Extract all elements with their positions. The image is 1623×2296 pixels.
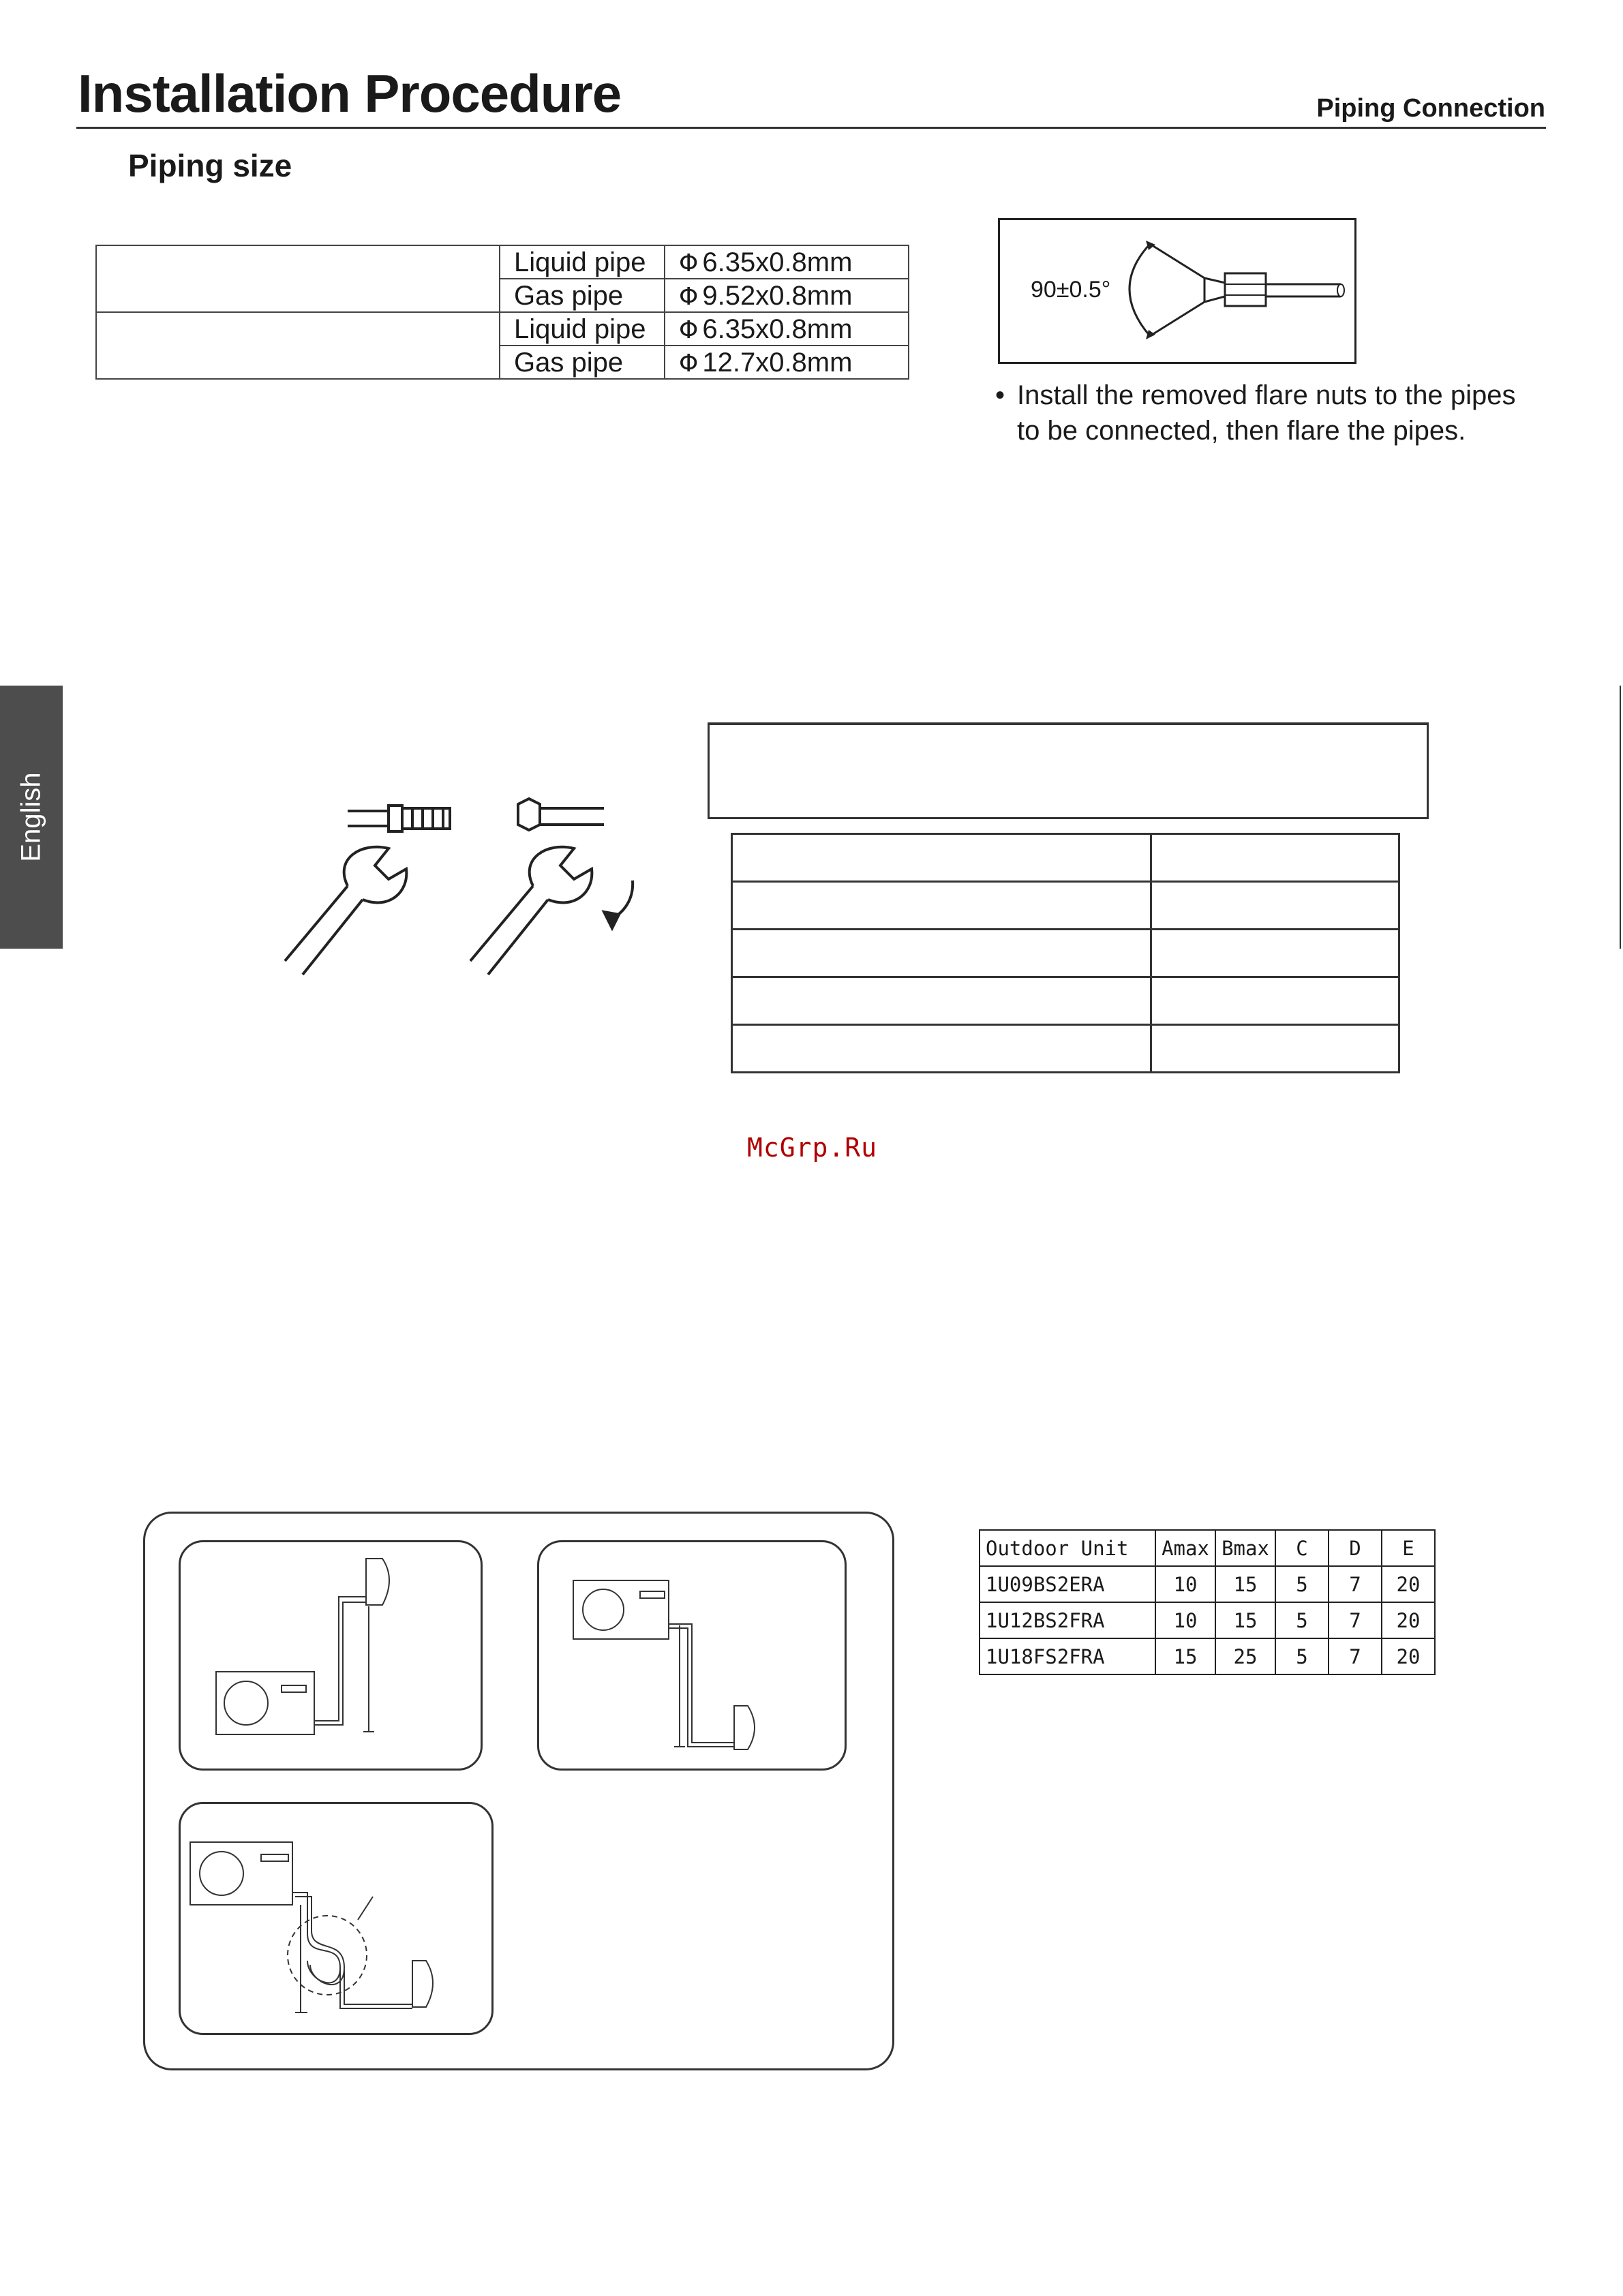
table-cell: 25 xyxy=(1215,1638,1275,1674)
pipe-size-value: 12.7x0.8mm xyxy=(702,347,853,378)
column-header: D xyxy=(1329,1530,1382,1566)
table-cell: 1U09BS2ERA xyxy=(980,1566,1155,1602)
outdoor-unit-table xyxy=(979,1529,1436,1675)
pipe-size xyxy=(665,279,909,312)
outdoor-below-illustration xyxy=(181,1542,481,1769)
page-title: Installation Procedure xyxy=(78,63,622,123)
diameter-symbol: Φ xyxy=(679,316,699,344)
table-cell xyxy=(1151,930,1399,977)
table-cell: 7 xyxy=(1329,1602,1382,1638)
flare-nut-icon xyxy=(518,799,604,830)
table-cell xyxy=(1151,834,1399,882)
wrench-illustration xyxy=(273,784,654,1009)
edge-marker xyxy=(1620,686,1621,949)
table-row xyxy=(732,882,1399,930)
piping-size-heading: Piping size xyxy=(128,148,292,183)
diameter-symbol: Φ xyxy=(679,282,699,311)
table-cell: 15 xyxy=(1215,1602,1275,1638)
outdoor-above-illustration xyxy=(539,1542,845,1769)
table-row xyxy=(732,977,1399,1025)
outdoor-unit-icon xyxy=(573,1580,669,1639)
outdoor-unit-icon xyxy=(216,1672,314,1734)
wrench-icon xyxy=(285,847,406,975)
oil-trap-illustration xyxy=(181,1804,491,2033)
table-cell xyxy=(732,882,1151,930)
title-rule xyxy=(76,127,1546,129)
indoor-unit-icon xyxy=(734,1706,755,1749)
pipe-kind: Gas pipe xyxy=(500,279,665,312)
indoor-unit-icon xyxy=(412,1961,433,2007)
column-header: C xyxy=(1275,1530,1329,1566)
pipe-size-value: 6.35x0.8mm xyxy=(702,313,853,344)
torque-table xyxy=(731,833,1400,1073)
pipe-size xyxy=(665,245,909,279)
wrench-icon xyxy=(470,847,592,975)
table-cell: 1U12BS2FRA xyxy=(980,1602,1155,1638)
column-header: Outdoor Unit xyxy=(980,1530,1155,1566)
table-row xyxy=(732,1025,1399,1073)
table-cell xyxy=(732,834,1151,882)
table-cell xyxy=(1151,1025,1399,1073)
table-cell xyxy=(732,930,1151,977)
diagram-outdoor-below xyxy=(179,1540,483,1771)
torque-note-box xyxy=(708,722,1429,819)
table-cell: 15 xyxy=(1215,1566,1275,1602)
table-cell: 7 xyxy=(1329,1638,1382,1674)
diameter-symbol: Φ xyxy=(679,249,699,277)
pipe-kind: Liquid pipe xyxy=(500,245,665,279)
pipe-size-value: 9.52x0.8mm xyxy=(702,280,853,311)
table-cell: 5 xyxy=(1275,1566,1329,1602)
model-cell xyxy=(96,312,500,379)
flare-note xyxy=(995,378,1541,448)
table-cell: 7 xyxy=(1329,1566,1382,1602)
table-cell: 15 xyxy=(1155,1638,1215,1674)
table-cell: 20 xyxy=(1382,1566,1435,1602)
pipe-size xyxy=(665,346,909,379)
bullet-icon: • xyxy=(995,380,1005,410)
table-cell xyxy=(1151,977,1399,1025)
table-cell: 5 xyxy=(1275,1638,1329,1674)
table-row xyxy=(980,1638,1435,1674)
pipe-size-value: 6.35x0.8mm xyxy=(702,247,853,277)
diagram-oil-trap xyxy=(179,1802,494,2035)
table-cell: 20 xyxy=(1382,1602,1435,1638)
table-header-row xyxy=(980,1530,1435,1566)
piping-size-table xyxy=(95,245,909,380)
indoor-unit-icon xyxy=(366,1559,389,1605)
outdoor-unit-icon xyxy=(190,1842,292,1905)
table-row xyxy=(96,245,909,279)
model-cell xyxy=(96,245,500,312)
table-cell: 5 xyxy=(1275,1602,1329,1638)
language-label: English xyxy=(16,772,46,862)
table-row xyxy=(980,1602,1435,1638)
table-row xyxy=(96,312,909,346)
column-header: E xyxy=(1382,1530,1435,1566)
rotation-arrow-icon xyxy=(604,881,633,928)
table-cell xyxy=(732,977,1151,1025)
table-row xyxy=(980,1566,1435,1602)
section-title: Piping Connection xyxy=(1316,94,1545,123)
table-row xyxy=(732,930,1399,977)
watermark: McGrp.Ru xyxy=(747,1133,878,1163)
column-header: Bmax xyxy=(1215,1530,1275,1566)
table-cell: 1U18FS2FRA xyxy=(980,1638,1155,1674)
diameter-symbol: Φ xyxy=(679,349,699,378)
flare-angle-label: 90±0.5° xyxy=(1031,277,1111,303)
diagram-outdoor-above xyxy=(537,1540,847,1771)
table-cell: 10 xyxy=(1155,1602,1215,1638)
pipe-size xyxy=(665,312,909,346)
column-header: Amax xyxy=(1155,1530,1215,1566)
pipe-kind: Gas pipe xyxy=(500,346,665,379)
language-tab xyxy=(0,686,63,949)
pipe-fitting-icon xyxy=(348,806,450,831)
table-row xyxy=(732,834,1399,882)
table-cell: 20 xyxy=(1382,1638,1435,1674)
pipe-kind: Liquid pipe xyxy=(500,312,665,346)
table-cell xyxy=(1151,882,1399,930)
table-cell: 10 xyxy=(1155,1566,1215,1602)
flare-note-text: Install the removed flare nuts to the pipes to be connected, then flare the pipes. xyxy=(1017,380,1516,446)
table-cell xyxy=(732,1025,1151,1073)
